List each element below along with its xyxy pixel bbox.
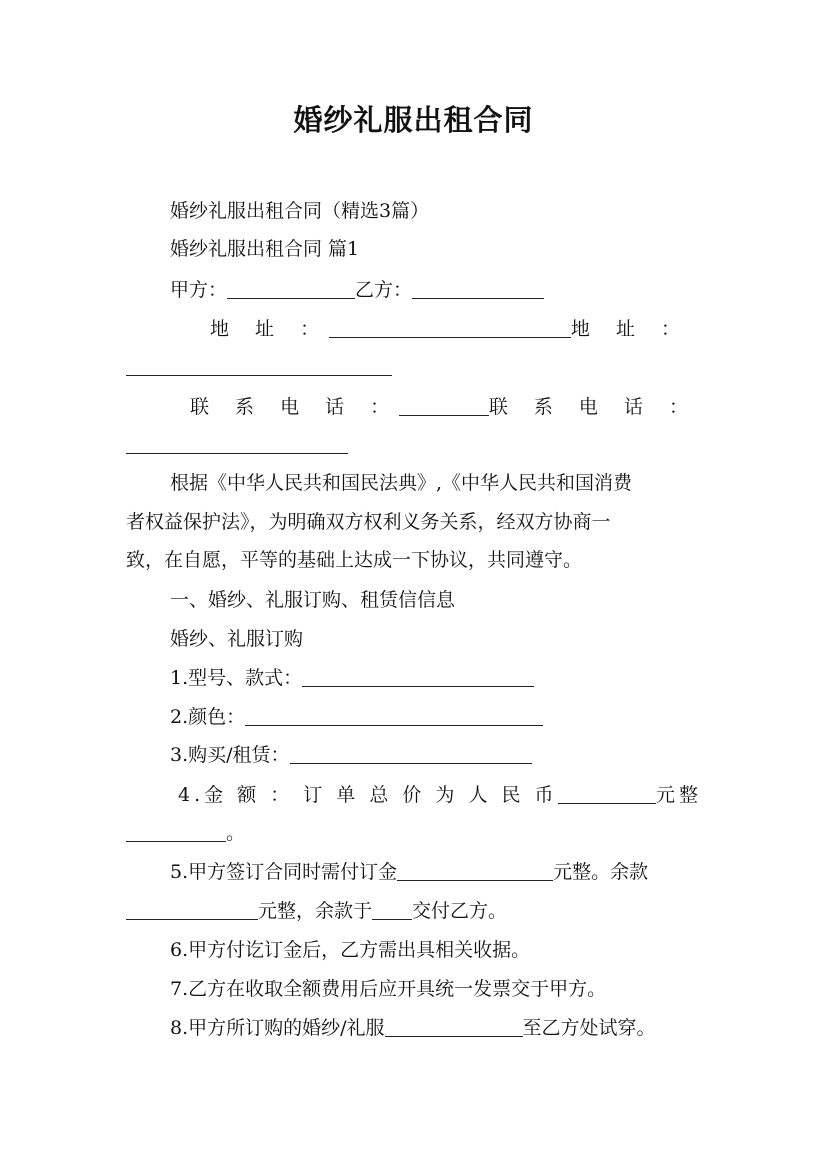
item-8-label: 8.甲方所订购的婚纱/礼服 [170,1017,385,1039]
item-8-line [170,1014,750,1042]
document-title: 婚纱礼服出租合同 [293,103,534,137]
address-line [210,315,690,343]
item-5-due-label: 元整，余款于 [258,900,373,922]
party-a-label: 甲方： [170,279,228,301]
subsection-title: 婚纱、礼服订购 [170,628,304,650]
item-5-tail: 交付乙方。 [412,900,508,922]
document-subtitle: 婚纱礼服出租合同（精选3篇） [170,200,430,222]
party-a-blank [227,276,355,299]
item-7: 7.乙方在收取全额费用后应开具统一发票交于甲方。 [170,978,607,1000]
item-2-blank [245,703,543,726]
item-5-deposit-blank [397,858,553,881]
item-4-line [178,781,702,809]
item-5-balance-label: 元整。余款 [553,861,649,883]
item-5-label: 5.甲方签订合同时需付订金 [170,861,398,883]
party-b-label: 乙方： [355,279,413,301]
item-4-continuation [126,819,706,847]
section-1-title: 一、婚纱、礼服订购、租赁信信息 [170,589,456,611]
item-5-continuation [126,897,706,925]
item-5-line [170,858,750,886]
phone-b-blank [126,431,348,454]
intro-line-3: 致，在自愿，平等的基础上达成一下协议，共同遵守。 [126,549,583,571]
phone-line [190,393,698,421]
item-2-line [170,703,750,731]
item-5-date-blank [372,897,412,920]
address-continuation [126,353,706,381]
item-8-blank [385,1014,523,1037]
item-4-end: 。 [226,822,246,844]
item-6: 6.甲方付讫订金后，乙方需出具相关收据。 [170,939,531,961]
party-b-blank [412,276,544,299]
address-a-blank [329,315,571,338]
intro-line-1: 根据《中华人民共和国民法典》,《中华人民共和国消费 [170,472,633,494]
item-3-line [170,741,750,769]
phone-continuation [126,431,706,459]
address-label-b: 地 址 ： [570,318,690,340]
item-8-tail: 至乙方处试穿。 [522,1017,656,1039]
item-5-balance-blank [126,897,258,920]
address-label-a: 地 址 ： [210,318,330,340]
item-1-line [170,664,750,692]
phone-a-blank [399,393,489,416]
parties-line [170,276,750,304]
item-4-unit: 元整 [655,784,702,806]
item-4-capital-blank [126,819,226,842]
item-3-blank [290,741,532,764]
phone-label-b: 联 系 电 话 ： [488,396,698,418]
address-b-blank [126,353,392,376]
item-1-blank [302,664,534,687]
item-3-label: 3.购买/租赁： [170,744,290,766]
item-4-label: 4.金 额 ： 订 单 总 价 为 人 民 币 [178,784,558,806]
article-heading: 婚纱礼服出租合同 篇1 [170,238,360,260]
phone-label-a: 联 系 电 话 ： [190,396,400,418]
intro-line-2: 者权益保护法》，为明确双方权利义务关系，经双方协商一 [126,511,611,533]
item-2-label: 2.颜色： [170,706,246,728]
item-1-label: 1.型号、款式： [170,667,303,689]
item-4-amount-blank [558,781,656,804]
